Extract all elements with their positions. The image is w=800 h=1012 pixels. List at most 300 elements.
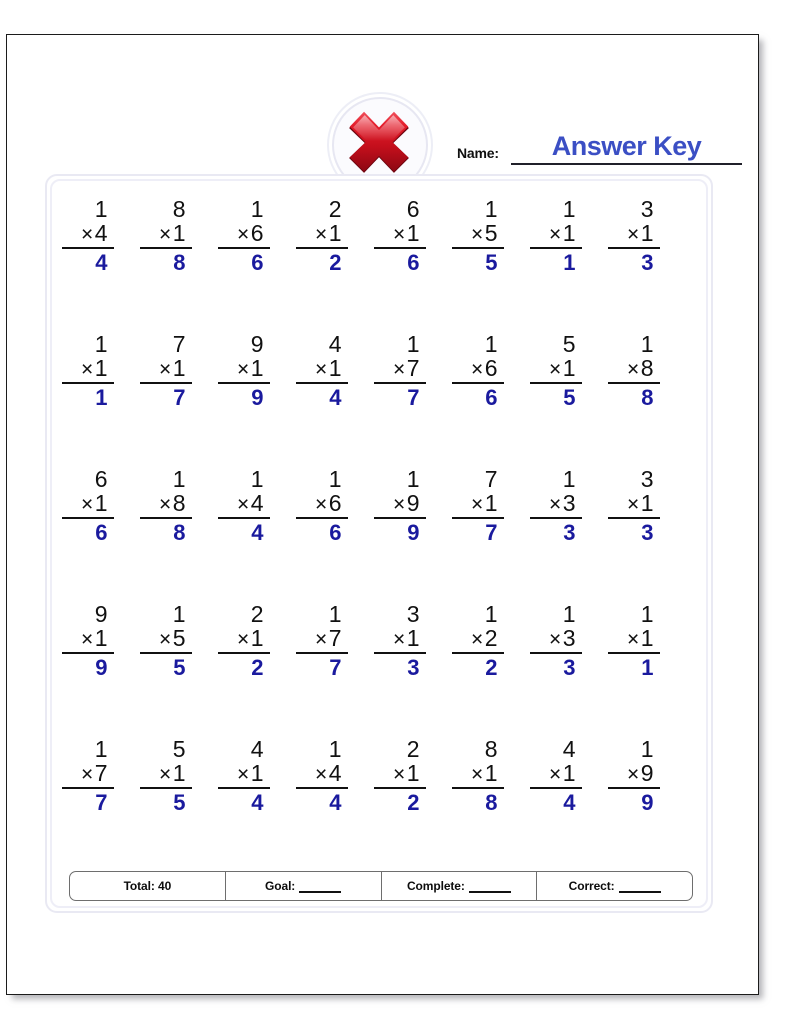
problem-stack <box>62 197 114 277</box>
problem-answer[interactable]: 3 <box>407 655 419 680</box>
problem-multiplier-row <box>452 626 504 654</box>
problem-multiplicand: 4 <box>562 736 575 762</box>
multiplication-problem <box>597 735 675 870</box>
multiplication-problem <box>207 195 285 330</box>
multiply-operator-icon: × <box>236 628 249 651</box>
problem-multiplier-row <box>296 761 348 789</box>
problem-multiplicand: 1 <box>172 601 185 627</box>
problem-answer[interactable]: 6 <box>485 385 497 410</box>
problem-stack <box>374 332 426 412</box>
problem-multiplicand: 1 <box>562 466 575 492</box>
problem-multiplicand: 9 <box>94 601 107 627</box>
problem-answer[interactable]: 4 <box>563 790 575 815</box>
multiplication-problem <box>519 465 597 600</box>
problem-multiplier: 1 <box>94 355 107 381</box>
footer-cell[interactable] <box>70 872 226 900</box>
problem-multiplicand: 1 <box>406 331 419 357</box>
problem-answer[interactable]: 2 <box>485 655 497 680</box>
problem-multiplier: 1 <box>562 760 575 786</box>
multiplication-problem <box>597 195 675 330</box>
problem-multiplier-row <box>140 761 192 789</box>
problem-answer[interactable]: 2 <box>251 655 263 680</box>
multiplication-problem <box>363 195 441 330</box>
footer-cell-label: Correct: <box>568 879 615 893</box>
problem-stack <box>530 197 582 277</box>
multiply-operator-icon: × <box>80 358 93 381</box>
problem-answer[interactable]: 8 <box>641 385 653 410</box>
problem-stack <box>530 602 582 682</box>
problem-multiplicand: 1 <box>328 466 341 492</box>
multiply-operator-icon: × <box>470 763 483 786</box>
problem-answer[interactable]: 1 <box>95 385 107 410</box>
problem-multiplicand: 1 <box>640 331 653 357</box>
problem-answer[interactable]: 3 <box>641 520 653 545</box>
problem-answer[interactable]: 3 <box>563 655 575 680</box>
problem-multiplier-row <box>296 491 348 519</box>
problem-multiplier: 1 <box>328 220 341 246</box>
footer-cell-label: Goal: <box>265 879 296 893</box>
problem-multiplier-row <box>608 356 660 384</box>
problem-multiplier: 2 <box>484 625 497 651</box>
problem-multiplier-row <box>452 491 504 519</box>
footer-cell-blank-line[interactable] <box>469 880 511 893</box>
multiplication-problem <box>51 195 129 330</box>
problem-multiplier: 1 <box>640 625 653 651</box>
problem-multiplier: 8 <box>640 355 653 381</box>
problem-answer[interactable]: 4 <box>251 520 263 545</box>
footer-cell-label: Complete: <box>406 879 465 893</box>
multiplication-problem <box>441 735 519 870</box>
name-field-row <box>457 121 742 165</box>
problem-multiplier-row <box>374 761 426 789</box>
multiply-operator-icon: × <box>158 628 171 651</box>
multiplication-problem <box>51 330 129 465</box>
multiply-operator-icon: × <box>392 628 405 651</box>
multiply-operator-icon: × <box>626 358 639 381</box>
footer-cell-blank-line[interactable] <box>619 880 661 893</box>
multiply-operator-icon: × <box>314 628 327 651</box>
problem-multiplicand: 5 <box>172 736 185 762</box>
problem-multiplicand: 2 <box>328 196 341 222</box>
problem-multiplier: 6 <box>328 490 341 516</box>
problem-stack <box>452 737 504 817</box>
problem-answer[interactable]: 4 <box>329 385 341 410</box>
multiply-operator-icon: × <box>314 493 327 516</box>
worksheet-header <box>7 35 760 185</box>
multiplication-problem <box>51 735 129 870</box>
problem-answer[interactable]: 8 <box>485 790 497 815</box>
problem-stack <box>62 467 114 547</box>
problem-multiplier: 6 <box>250 220 263 246</box>
multiplication-problem <box>519 195 597 330</box>
problem-answer[interactable]: 6 <box>95 520 107 545</box>
problem-multiplicand: 2 <box>250 601 263 627</box>
problem-stack <box>140 197 192 277</box>
multiply-operator-icon: × <box>314 358 327 381</box>
problem-multiplier: 1 <box>484 490 497 516</box>
problem-multiplicand: 1 <box>172 466 185 492</box>
problem-stack <box>218 737 270 817</box>
multiplication-problem <box>441 330 519 465</box>
multiply-operator-icon: × <box>392 763 405 786</box>
multiply-operator-icon: × <box>158 223 171 246</box>
problem-stack <box>140 602 192 682</box>
problem-multiplier-row <box>62 356 114 384</box>
problem-answer[interactable]: 6 <box>251 250 263 275</box>
multiplication-problem <box>285 330 363 465</box>
problem-multiplicand: 1 <box>406 466 419 492</box>
problem-multiplier-row <box>62 491 114 519</box>
problem-multiplier: 7 <box>328 625 341 651</box>
problem-multiplier: 7 <box>94 760 107 786</box>
problem-multiplier-row <box>452 356 504 384</box>
problem-multiplicand: 1 <box>94 736 107 762</box>
problem-answer[interactable]: 3 <box>641 250 653 275</box>
problem-answer[interactable]: 9 <box>95 655 107 680</box>
problem-answer[interactable]: 9 <box>251 385 263 410</box>
problem-answer[interactable]: 7 <box>485 520 497 545</box>
problem-multiplier: 3 <box>562 490 575 516</box>
problem-multiplier-row <box>530 221 582 249</box>
multiply-operator-icon: × <box>626 493 639 516</box>
multiplication-problem <box>597 600 675 735</box>
problem-stack <box>218 602 270 682</box>
problem-stack <box>608 737 660 817</box>
multiplication-problem <box>441 195 519 330</box>
problem-multiplier-row <box>530 356 582 384</box>
problem-multiplier-row <box>608 491 660 519</box>
problem-stack <box>608 332 660 412</box>
problem-multiplicand: 1 <box>640 601 653 627</box>
problem-multiplicand: 1 <box>94 331 107 357</box>
footer-cell-blank-line[interactable] <box>299 880 341 893</box>
problem-multiplier-row <box>608 626 660 654</box>
multiplication-problem <box>363 465 441 600</box>
problem-multiplicand: 9 <box>250 331 263 357</box>
problem-answer[interactable]: 6 <box>407 250 419 275</box>
problem-multiplicand: 1 <box>328 601 341 627</box>
multiplication-problem <box>285 600 363 735</box>
multiply-operator-icon: × <box>392 493 405 516</box>
score-footer-bar <box>69 871 693 901</box>
problem-multiplier: 4 <box>94 220 107 246</box>
problem-multiplicand: 5 <box>562 331 575 357</box>
problem-stack <box>296 602 348 682</box>
problem-stack <box>140 332 192 412</box>
problem-stack <box>140 737 192 817</box>
footer-cell[interactable] <box>537 872 692 900</box>
problem-answer[interactable]: 5 <box>173 655 185 680</box>
multiply-operator-icon: × <box>392 358 405 381</box>
name-label: Name: <box>457 145 499 161</box>
problem-answer[interactable]: 1 <box>563 250 575 275</box>
problem-multiplicand: 6 <box>406 196 419 222</box>
problem-multiplicand: 1 <box>562 196 575 222</box>
problem-multiplier-row <box>452 761 504 789</box>
problem-multiplier: 5 <box>172 625 185 651</box>
problem-multiplier: 1 <box>250 760 263 786</box>
problem-stack <box>62 602 114 682</box>
problem-multiplier-row <box>140 626 192 654</box>
problem-multiplier: 1 <box>172 355 185 381</box>
multiply-operator-icon: × <box>158 763 171 786</box>
problem-answer[interactable]: 7 <box>95 790 107 815</box>
problem-multiplier-row <box>218 626 270 654</box>
problem-stack <box>62 332 114 412</box>
multiply-operator-icon: × <box>470 358 483 381</box>
problem-answer[interactable]: 8 <box>173 250 185 275</box>
problem-stack <box>452 197 504 277</box>
problem-multiplier: 1 <box>94 625 107 651</box>
problem-multiplier: 1 <box>562 220 575 246</box>
problem-multiplicand: 1 <box>94 196 107 222</box>
problem-multiplicand: 3 <box>406 601 419 627</box>
problem-multiplicand: 1 <box>250 466 263 492</box>
multiplication-problem <box>285 195 363 330</box>
problem-multiplicand: 1 <box>250 196 263 222</box>
problem-multiplier-row <box>62 761 114 789</box>
problem-stack <box>374 467 426 547</box>
problem-stack <box>296 467 348 547</box>
problem-multiplicand: 1 <box>484 601 497 627</box>
problem-multiplier-row <box>62 221 114 249</box>
problem-answer[interactable]: 7 <box>173 385 185 410</box>
problem-multiplier: 1 <box>172 760 185 786</box>
problem-stack <box>62 737 114 817</box>
multiplication-problem <box>207 735 285 870</box>
problem-multiplier: 1 <box>406 625 419 651</box>
multiply-operator-icon: × <box>236 223 249 246</box>
multiply-operator-icon: × <box>626 763 639 786</box>
problem-multiplier-row <box>62 626 114 654</box>
problem-multiplier: 1 <box>328 355 341 381</box>
problem-multiplier-row <box>218 221 270 249</box>
problem-stack <box>608 197 660 277</box>
problem-answer[interactable]: 7 <box>329 655 341 680</box>
multiply-operator-icon: × <box>548 358 561 381</box>
footer-cell[interactable] <box>382 872 538 900</box>
problem-stack <box>530 332 582 412</box>
problem-answer[interactable]: 3 <box>563 520 575 545</box>
multiply-operator-icon: × <box>158 358 171 381</box>
problem-stack <box>374 197 426 277</box>
problem-multiplicand: 8 <box>172 196 185 222</box>
problem-multiplier-row <box>218 491 270 519</box>
problem-multiplier: 1 <box>484 760 497 786</box>
multiply-operator-icon: × <box>236 358 249 381</box>
multiplication-problem <box>519 735 597 870</box>
worksheet-page <box>6 34 759 995</box>
problem-multiplier: 1 <box>562 355 575 381</box>
red-x-mark-icon <box>345 109 413 177</box>
problem-multiplier-row <box>296 626 348 654</box>
problem-multiplier: 6 <box>484 355 497 381</box>
problem-multiplier: 8 <box>172 490 185 516</box>
problem-multiplier-row <box>452 221 504 249</box>
multiply-operator-icon: × <box>80 493 93 516</box>
problem-answer[interactable]: 8 <box>173 520 185 545</box>
multiply-operator-icon: × <box>470 223 483 246</box>
problem-stack <box>530 737 582 817</box>
problem-answer[interactable]: 2 <box>407 790 419 815</box>
problem-multiplicand: 7 <box>484 466 497 492</box>
multiply-operator-icon: × <box>314 223 327 246</box>
problem-multiplier: 9 <box>640 760 653 786</box>
problem-multiplier-row <box>218 761 270 789</box>
multiply-operator-icon: × <box>80 223 93 246</box>
problem-multiplier: 1 <box>94 490 107 516</box>
problem-answer[interactable]: 9 <box>641 790 653 815</box>
multiply-operator-icon: × <box>548 628 561 651</box>
problem-stack <box>296 197 348 277</box>
problem-stack <box>374 737 426 817</box>
problem-multiplicand: 7 <box>172 331 185 357</box>
multiply-operator-icon: × <box>80 628 93 651</box>
problem-multiplicand: 1 <box>562 601 575 627</box>
footer-cell[interactable] <box>226 872 382 900</box>
problem-multiplicand: 2 <box>406 736 419 762</box>
multiplication-problem <box>129 735 207 870</box>
name-input-line[interactable] <box>511 131 742 165</box>
problem-stack <box>452 332 504 412</box>
multiplication-problem <box>363 330 441 465</box>
problem-multiplier-row <box>530 626 582 654</box>
multiplication-problem <box>207 465 285 600</box>
multiplication-problem <box>441 465 519 600</box>
problem-stack <box>530 467 582 547</box>
multiplication-problem <box>519 330 597 465</box>
problem-stack <box>608 467 660 547</box>
problem-multiplicand: 1 <box>328 736 341 762</box>
problem-answer[interactable]: 2 <box>329 250 341 275</box>
problem-multiplier-row <box>530 761 582 789</box>
multiplication-problem <box>285 465 363 600</box>
multiply-operator-icon: × <box>470 493 483 516</box>
problem-answer[interactable]: 4 <box>95 250 107 275</box>
multiplication-problem <box>597 465 675 600</box>
problem-stack <box>296 332 348 412</box>
problem-multiplier-row <box>608 221 660 249</box>
problem-multiplier-row <box>374 356 426 384</box>
multiply-operator-icon: × <box>236 763 249 786</box>
problem-multiplier-row <box>374 491 426 519</box>
problem-multiplier-row <box>140 356 192 384</box>
problem-stack <box>140 467 192 547</box>
problem-stack <box>374 602 426 682</box>
problem-multiplicand: 4 <box>250 736 263 762</box>
multiplication-problem <box>207 600 285 735</box>
problem-multiplicand: 6 <box>94 466 107 492</box>
multiplication-problem <box>363 735 441 870</box>
multiplication-problem <box>597 330 675 465</box>
problem-stack <box>452 467 504 547</box>
problem-multiplier-row <box>296 356 348 384</box>
problem-multiplier: 1 <box>640 220 653 246</box>
multiplication-problem <box>129 330 207 465</box>
problem-answer[interactable]: 4 <box>329 790 341 815</box>
problem-multiplier-row <box>218 356 270 384</box>
problem-multiplier-row <box>608 761 660 789</box>
problems-grid <box>51 195 711 870</box>
problem-multiplier-row <box>374 626 426 654</box>
problem-stack <box>218 467 270 547</box>
problem-answer[interactable]: 6 <box>329 520 341 545</box>
multiplication-problem <box>441 600 519 735</box>
problem-stack <box>296 737 348 817</box>
problem-stack <box>218 197 270 277</box>
multiplication-problem <box>129 600 207 735</box>
problem-multiplicand: 1 <box>484 196 497 222</box>
problem-multiplicand: 3 <box>640 466 653 492</box>
problem-multiplier: 3 <box>562 625 575 651</box>
multiply-operator-icon: × <box>548 763 561 786</box>
problem-multiplier: 1 <box>250 625 263 651</box>
problem-answer[interactable]: 7 <box>407 385 419 410</box>
problem-answer[interactable]: 5 <box>563 385 575 410</box>
problem-answer[interactable]: 4 <box>251 790 263 815</box>
problem-multiplicand: 8 <box>484 736 497 762</box>
multiply-operator-icon: × <box>470 628 483 651</box>
problem-multiplier: 1 <box>250 355 263 381</box>
problem-multiplier: 1 <box>640 490 653 516</box>
problem-multiplicand: 1 <box>640 736 653 762</box>
problem-multiplicand: 4 <box>328 331 341 357</box>
multiply-operator-icon: × <box>548 223 561 246</box>
name-value: Answer Key <box>551 131 702 161</box>
problem-multiplier: 7 <box>406 355 419 381</box>
problem-answer[interactable]: 5 <box>485 250 497 275</box>
problem-multiplier-row <box>296 221 348 249</box>
multiplication-problem <box>129 195 207 330</box>
problem-multiplicand: 1 <box>484 331 497 357</box>
multiplication-problem <box>519 600 597 735</box>
problem-stack <box>608 602 660 682</box>
problem-multiplier: 4 <box>250 490 263 516</box>
problem-multiplier: 4 <box>328 760 341 786</box>
multiply-operator-icon: × <box>314 763 327 786</box>
problem-multiplier: 1 <box>406 760 419 786</box>
multiplication-problem <box>51 600 129 735</box>
problem-multiplier-row <box>140 221 192 249</box>
problem-multiplier: 5 <box>484 220 497 246</box>
problem-multiplier-row <box>140 491 192 519</box>
problem-stack <box>452 602 504 682</box>
multiply-operator-icon: × <box>236 493 249 516</box>
problem-multiplier: 9 <box>406 490 419 516</box>
multiplication-problem <box>363 600 441 735</box>
problem-multiplicand: 3 <box>640 196 653 222</box>
multiplication-problem <box>129 465 207 600</box>
problem-answer[interactable]: 1 <box>641 655 653 680</box>
footer-cell-label: Total: 40 <box>123 879 172 893</box>
problem-stack <box>218 332 270 412</box>
multiply-operator-icon: × <box>548 493 561 516</box>
multiply-operator-icon: × <box>158 493 171 516</box>
problem-multiplier: 1 <box>172 220 185 246</box>
problem-answer[interactable]: 9 <box>407 520 419 545</box>
multiply-operator-icon: × <box>626 628 639 651</box>
problem-multiplier: 1 <box>406 220 419 246</box>
problem-multiplier-row <box>530 491 582 519</box>
multiply-operator-icon: × <box>80 763 93 786</box>
multiply-operator-icon: × <box>392 223 405 246</box>
problem-multiplier-row <box>374 221 426 249</box>
problem-answer[interactable]: 5 <box>173 790 185 815</box>
multiplication-problem <box>51 465 129 600</box>
multiplication-problem <box>285 735 363 870</box>
multiplication-problem <box>207 330 285 465</box>
multiply-operator-icon: × <box>626 223 639 246</box>
